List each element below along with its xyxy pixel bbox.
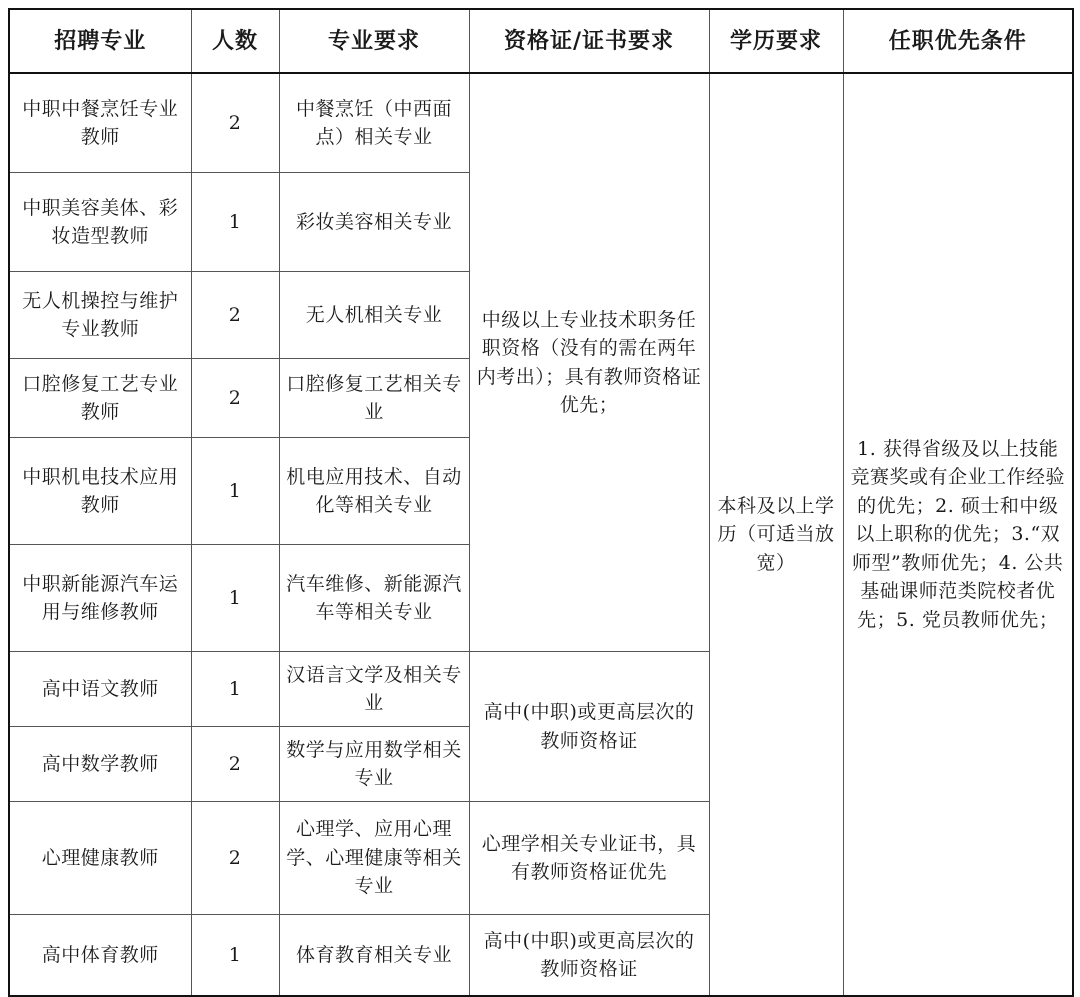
cell-count: 2 bbox=[191, 272, 279, 359]
cell-certificate-group-1: 中级以上专业技术职务任职资格（没有的需在两年内考出）；具有教师资格证优先； bbox=[469, 73, 709, 652]
column-header-preference: 任职优先条件 bbox=[843, 9, 1073, 73]
cell-requirement: 汉语言文学及相关专业 bbox=[279, 652, 469, 727]
cell-major: 心理健康教师 bbox=[9, 802, 191, 915]
cell-education: 本科及以上学历（可适当放宽） bbox=[709, 73, 843, 996]
table-header-row bbox=[9, 9, 1073, 73]
cell-certificate-group-4: 高中(中职)或更高层次的教师资格证 bbox=[469, 915, 709, 997]
cell-count: 1 bbox=[191, 652, 279, 727]
cell-major: 中职新能源汽车运用与维修教师 bbox=[9, 545, 191, 652]
cell-requirement: 汽车维修、新能源汽车等相关专业 bbox=[279, 545, 469, 652]
cell-major: 高中体育教师 bbox=[9, 915, 191, 997]
table-header bbox=[9, 9, 1073, 73]
cell-requirement: 心理学、应用心理学、心理健康等相关专业 bbox=[279, 802, 469, 915]
cell-requirement: 机电应用技术、自动化等相关专业 bbox=[279, 438, 469, 545]
cell-count: 2 bbox=[191, 727, 279, 802]
cell-preference: 1. 获得省级及以上技能竞赛奖或有企业工作经验的优先；2. 硕士和中级以上职称的优先；3.“双师型”教师优先；4. 公共基础课师范类院校者优先；5. 党员教师优先； bbox=[843, 73, 1073, 996]
cell-requirement: 无人机相关专业 bbox=[279, 272, 469, 359]
cell-major: 高中语文教师 bbox=[9, 652, 191, 727]
cell-major: 口腔修复工艺专业教师 bbox=[9, 359, 191, 438]
cell-requirement: 彩妆美容相关专业 bbox=[279, 173, 469, 272]
cell-major: 中职中餐烹饪专业教师 bbox=[9, 73, 191, 173]
cell-certificate-group-3: 心理学相关专业证书，具有教师资格证优先 bbox=[469, 802, 709, 915]
cell-count: 2 bbox=[191, 802, 279, 915]
cell-count: 1 bbox=[191, 173, 279, 272]
cell-requirement: 数学与应用数学相关专业 bbox=[279, 727, 469, 802]
cell-certificate-group-2: 高中(中职)或更高层次的教师资格证 bbox=[469, 652, 709, 802]
cell-major: 高中数学教师 bbox=[9, 727, 191, 802]
cell-count: 2 bbox=[191, 359, 279, 438]
cell-count: 1 bbox=[191, 438, 279, 545]
table-body bbox=[9, 73, 1073, 996]
cell-major: 无人机操控与维护专业教师 bbox=[9, 272, 191, 359]
table-row bbox=[9, 73, 1073, 173]
cell-requirement: 口腔修复工艺相关专业 bbox=[279, 359, 469, 438]
column-header-certificate: 资格证/证书要求 bbox=[469, 9, 709, 73]
column-header-education: 学历要求 bbox=[709, 9, 843, 73]
cell-requirement: 体育教育相关专业 bbox=[279, 915, 469, 997]
cell-count: 2 bbox=[191, 73, 279, 173]
cell-requirement: 中餐烹饪（中西面点）相关专业 bbox=[279, 73, 469, 173]
cell-count: 1 bbox=[191, 915, 279, 997]
cell-major: 中职机电技术应用教师 bbox=[9, 438, 191, 545]
cell-major: 中职美容美体、彩妆造型教师 bbox=[9, 173, 191, 272]
cell-count: 1 bbox=[191, 545, 279, 652]
column-header-count: 人数 bbox=[191, 9, 279, 73]
column-header-major: 招聘专业 bbox=[9, 9, 191, 73]
recruitment-table bbox=[8, 8, 1074, 997]
column-header-requirement: 专业要求 bbox=[279, 9, 469, 73]
